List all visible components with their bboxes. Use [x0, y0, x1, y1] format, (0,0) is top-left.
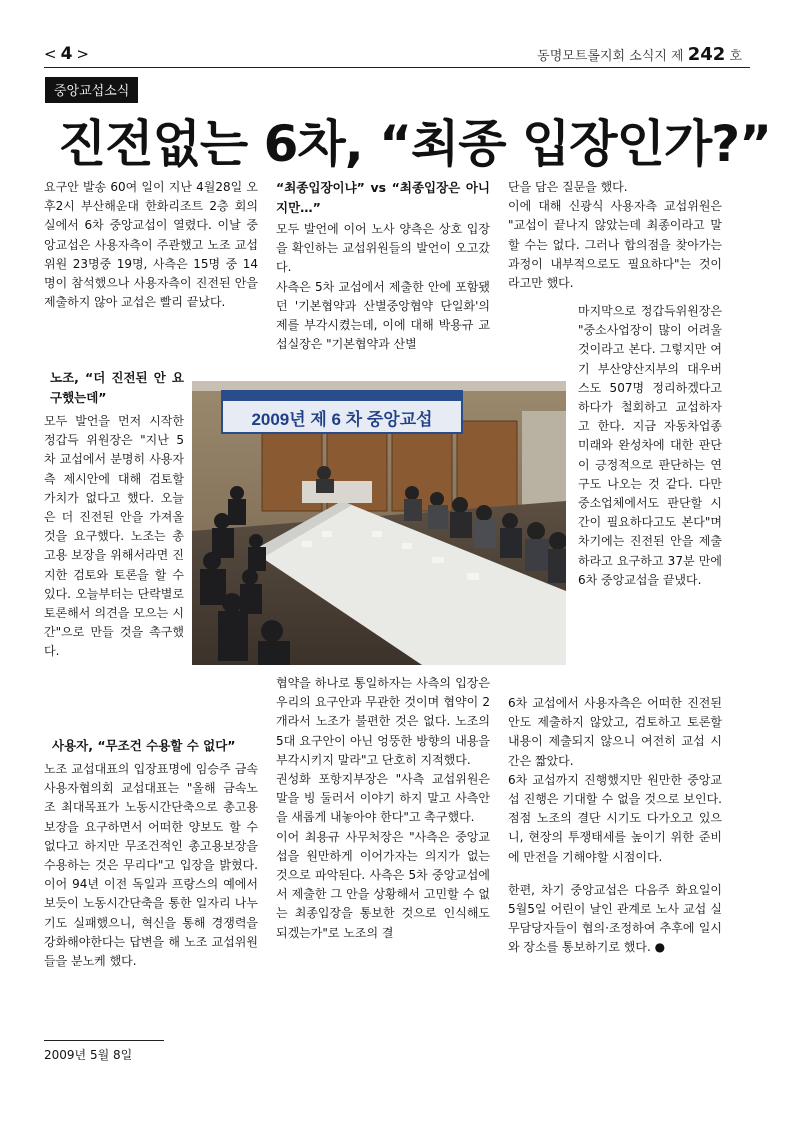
right-paragraph-6: 한편, 차기 중앙교섭은 다음주 화요일이 5월5일 어린이 날인 관계로 노사 교섭 실무담당자들이 협의·조정하여 추후에 일시와 장소를 통보하기로 했다. ● [508, 882, 722, 955]
publication-date: 2009년 5월 8일 [44, 1048, 133, 1062]
subheading-final-position: “최종입장이냐” vs “최종입장은 아니지만…” [276, 180, 490, 215]
photo-banner: 2009년 제 6 차 중앙교섭 [251, 410, 433, 429]
middle-paragraph-2: 사측은 5차 교섭에서 제출한 안에 포함됐던 '기본협약과 산별중앙협약 단일화'의제를 부각시켰는데, 이에 대해 박용규 교섭실장은 "기본협약과 산별 [276, 279, 490, 352]
right-paragraph-2: 이에 대해 신광식 사용자측 교섭위원은 "교섭이 끝나지 않았는데 최종이라고 말 할 수는 없다. 그러나 합의점을 찾아가는 과정이 내부적으로도 필요하다"는 것이라고만 했다. [508, 199, 722, 291]
subheading-employer: 사용자, “무조건 수용할 수 없다” [52, 738, 236, 753]
middle-paragraph-1: 모두 발언에 이어 노사 양측은 상호 입장을 확인하는 교섭위원들의 발언이 오고갔다. [276, 222, 490, 275]
right-paragraph-4: 6차 교섭에서 사용자측은 어떠한 진전된 안도 제출하지 않았고, 검토하고 토론할 내용이 제출되지 않으니 여전히 교섭 시간은 짧았다. [508, 696, 722, 768]
middle-column-bottom [276, 674, 490, 943]
newsletter-issue [537, 44, 742, 65]
right-paragraph-1: 단을 담은 질문을 했다. [508, 180, 628, 194]
intro-paragraph: 요구안 발송 60여 일이 지난 4월28일 오후2시 부산해운대 한화리조트 2층 회의실에서 6차 중앙교섭이 열렸다. 이날 중앙교섭은 사용자측이 주관했고 노조 교섭위원 23명중 19명, 사측은 15명 중 14명이 참석했으나 사용자측이 진전된 안을 제출하지 않아 교섭은 빨리 끝났다. [44, 180, 258, 310]
newsletter-name: 동명모트롤지회 소식지 제 [537, 49, 684, 64]
left-column-bottom [44, 736, 258, 971]
middle-paragraph-3: 협약을 하나로 통일하자는 사측의 입장은 우리의 요구안과 무관한 것이며 협약이 2개라서 노조가 불편한 것은 없다. 노조의 5대 요구안이 아닌 엉뚱한 방향의 내용을 부각시키지 말라"고 단호히 지적했다. [276, 676, 490, 767]
middle-paragraph-4: 권성화 포항지부장은 "사측 교섭위원은 말을 빙 둘러서 이야기 하지 말고 사측안을 새롭게 내놓아야 한다"고 촉구했다. [276, 772, 490, 825]
section-tag: 중앙교섭소식 [45, 77, 138, 103]
issue-number: 242 [687, 44, 726, 65]
middle-column-top [276, 178, 490, 354]
right-paragraph-5: 6차 교섭까지 진행했지만 원만한 중앙교섭 진행은 기대할 수 없을 것으로 보인다. 점점 노조의 결단 시기도 다가오고 있으니, 현장의 투쟁태세를 높이기 위한 준비에 만전을 기해야할 시점이다. [508, 772, 722, 864]
right-paragraph-3: 마지막으로 정갑득위원장은 "중소사업장이 많이 어려울 것이라고 본다. 그렇지만 여기 부산양산지부의 대우버스도 507명 정리하겠다고 하다가 철회하고 교섭하자고 한다. 지금 자동차업종 미래와 완성차에 대한 판단이 긍정적으로 판단하는 연구도 나오는 것 같다. 다만 중소업체에서도 판단할 시간이 필요하다고도 본다"며 차기에는 진전된 안을 제출하라고 요구하고 37분 만에 6차 중앙교섭을 끝냈다. [578, 304, 722, 587]
page-number: < 4 > [44, 44, 89, 64]
headline: 진전없는 6차, “최종 입장인가?” [58, 115, 772, 173]
right-column-narrow [578, 302, 722, 590]
union-paragraph: 모두 발언을 먼저 시작한 정갑득 위원장은 "지난 5차 교섭에서 분명히 사용자측 제시안에 대해 검토할 가치가 없다고 했다. 오늘은 더 진전된 안을 가져올 것을 요구했다. 노조는 총고용 보장을 위해서라면 진지한 검토와 토론을 할 수 있다. 오늘부터는 단락별로 토론해서 의견을 모으는 시간"으로 만들 것을 촉구했다. [44, 414, 184, 659]
employer-paragraph: 노조 교섭대표의 입장표명에 임승주 금속사용자협의회 교섭대표는 "올해 금속노조 최대목표가 노동시간단축으로 총고용보장을 요구하면서 어떠한 양보도 할 수 없다고 하지만 무조건적인 총고용보장을 수용하는 것은 무리다"고 입장을 밝혔다. 이어 94년 이전 독일과 프랑스의 예에서 보듯이 노동시간단축을 통한 일자리 나누기도 실패했으니, 혁신을 통해 경쟁력을 강화해야한다는 답변을 해 노조 교섭위원들을 분노케 했다. [44, 762, 258, 969]
left-column-narrow [44, 368, 184, 662]
footer-rule [44, 1040, 164, 1041]
right-column-bottom [508, 694, 722, 958]
header-rule [44, 67, 750, 68]
article-intro [44, 178, 258, 312]
meeting-photo-image [192, 381, 566, 665]
meeting-photo [192, 381, 566, 665]
issue-suffix: 호 [729, 49, 742, 64]
subheading-union: 노조, “더 진전된 안 요구했는데” [50, 370, 184, 405]
middle-paragraph-5: 이어 최용규 사무처장은 "사측은 중앙교섭을 원만하게 이어가자는 의지가 없는 것으로 파악된다. 사측은 5차 중앙교섭에서 제출한 그 안을 상황해서 고민할 수 없는 최종입장을 통보한 것으로 인식해도 되겠는가"로 노조의 결 [276, 829, 490, 940]
right-column-top [508, 178, 722, 293]
